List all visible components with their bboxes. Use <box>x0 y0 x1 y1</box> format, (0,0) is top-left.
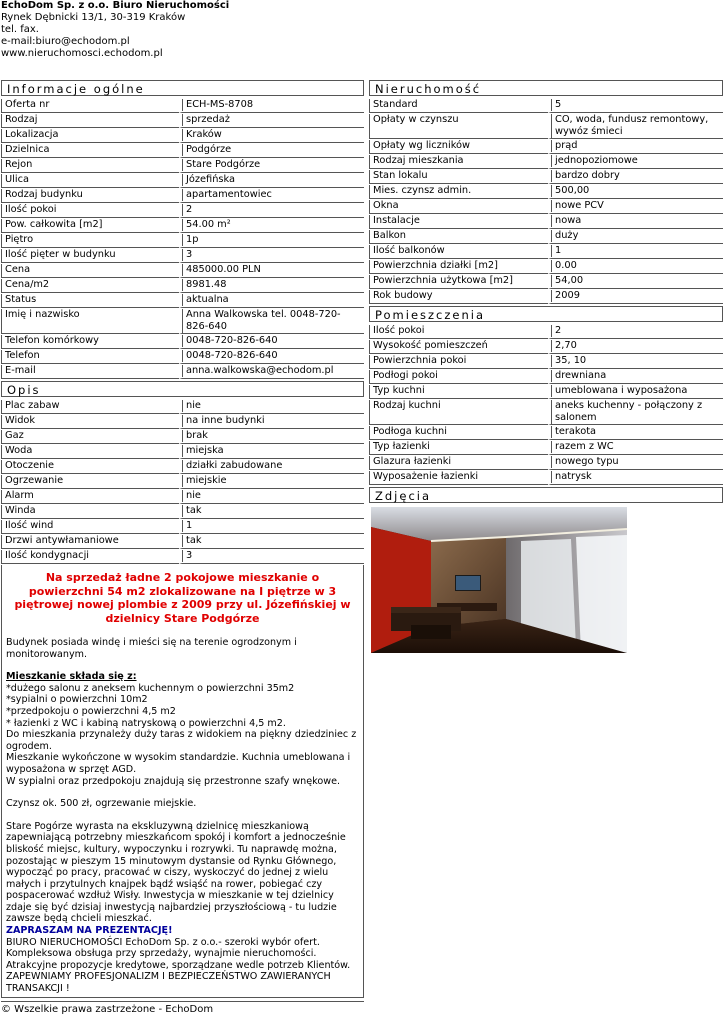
table-row <box>369 99 723 113</box>
desc-rent: Czynsz ok. 500 zł, ogrzewanie miejskie. <box>6 798 197 810</box>
row-key: Rodzaj budynku <box>1 189 179 203</box>
row-key: Opłaty w czynszu <box>369 114 548 139</box>
row-value-text: 2 <box>551 325 721 337</box>
rooms-table <box>369 324 723 486</box>
section-photos-title: Zdjęcia <box>369 487 723 503</box>
row-key: Imię i nazwisko <box>1 309 179 334</box>
row-value <box>548 155 723 169</box>
row-value <box>548 275 723 289</box>
table-row <box>1 490 364 504</box>
row-value <box>179 279 364 293</box>
row-value-text: 54.00 m² <box>182 219 362 231</box>
table-row <box>1 550 364 564</box>
desc-composition-list <box>6 683 359 787</box>
table-row <box>1 294 364 308</box>
row-value <box>179 365 364 379</box>
row-value <box>179 159 364 173</box>
row-value <box>179 129 364 143</box>
row-key: Rodzaj kuchni <box>369 400 548 425</box>
row-value <box>548 140 723 154</box>
row-value-text: 8981.48 <box>182 279 362 291</box>
table-row <box>1 505 364 519</box>
row-key: E-mail <box>1 365 179 379</box>
row-value <box>179 204 364 218</box>
row-value-text: umeblowana i wyposażona <box>551 385 721 397</box>
row-key: Opłaty wg liczników <box>369 140 548 154</box>
row-key: Instalacje <box>369 215 548 229</box>
row-value <box>548 441 723 455</box>
row-value-text: brak <box>182 430 362 442</box>
row-value-text: miejska <box>182 445 362 457</box>
row-value <box>179 430 364 444</box>
row-value <box>179 294 364 308</box>
row-value <box>548 245 723 259</box>
row-key: Wysokość pomieszczeń <box>369 340 548 354</box>
table-row <box>369 290 723 304</box>
property-table <box>369 98 723 305</box>
desc-line: *dużego salonu z aneksem kuchennym o powierzchni 35m2 <box>6 682 295 694</box>
table-row <box>1 535 364 549</box>
row-key: Drzwi antywłamaniowe <box>1 535 179 549</box>
row-value <box>548 370 723 384</box>
row-value <box>548 215 723 229</box>
row-value <box>179 490 364 504</box>
row-key: Cena/m2 <box>1 279 179 293</box>
row-value-text: 0.00 <box>551 260 721 272</box>
row-value-text: sprzedaż <box>182 114 362 126</box>
company-email: e-mail:biuro@echodom.pl <box>1 36 130 47</box>
row-key: Dzielnica <box>1 144 179 158</box>
row-key: Mies. czynsz admin. <box>369 185 548 199</box>
row-value-text: nowe PCV <box>551 200 721 212</box>
table-row <box>1 204 364 218</box>
row-value <box>179 174 364 188</box>
row-key: Powierzchnia działki [m2] <box>369 260 548 274</box>
table-row <box>1 249 364 263</box>
row-value-text: anna.walkowska@echodom.pl <box>182 365 362 377</box>
table-row <box>369 385 723 399</box>
row-value-text: ECH-MS-8708 <box>182 99 362 111</box>
company-address: Rynek Dębnicki 13/1, 30-319 Kraków <box>1 12 186 23</box>
row-value-text: bardzo dobry <box>551 170 721 182</box>
row-value <box>548 426 723 440</box>
row-value-text: 0048-720-826-640 <box>182 350 362 362</box>
row-value <box>179 445 364 459</box>
row-value <box>179 249 364 263</box>
row-value-text: nie <box>182 490 362 502</box>
row-value-text: 3 <box>182 249 362 261</box>
apartment-photo[interactable] <box>371 507 627 653</box>
row-value <box>179 144 364 158</box>
row-key: Wyposażenie łazienki <box>369 471 548 485</box>
table-row <box>1 475 364 489</box>
table-row <box>1 335 364 349</box>
row-key: Podłogi pokoi <box>369 370 548 384</box>
row-value-text: 5 <box>551 99 721 111</box>
table-row <box>369 230 723 244</box>
apartment-photo-image <box>371 507 627 653</box>
row-value <box>548 355 723 369</box>
row-value-text: nie <box>182 400 362 412</box>
row-value-text: 0048-720-826-640 <box>182 335 362 347</box>
table-row <box>369 426 723 440</box>
row-value-text: 35, 10 <box>551 355 721 367</box>
row-key: Telefon komórkowy <box>1 335 179 349</box>
row-key: Widok <box>1 415 179 429</box>
row-value <box>179 535 364 549</box>
table-row <box>369 200 723 214</box>
desc-line: W sypialni oraz przedpokoju znajdują się przestronne szafy wnękowe. <box>6 775 341 787</box>
row-value <box>548 471 723 485</box>
row-value <box>179 264 364 278</box>
row-value-text: CO, woda, fundusz remontowy, wywóz śmieci <box>551 114 721 138</box>
row-value <box>179 114 364 128</box>
footer-copyright: © Wszelkie prawa zastrzeżone - EchoDom <box>1 1004 214 1015</box>
row-value <box>548 260 723 274</box>
row-value-text: aneks kuchenny - połączony z salonem <box>551 400 721 424</box>
table-row <box>369 471 723 485</box>
row-value-text: 54,00 <box>551 275 721 287</box>
desc-line: *sypialni o powierzchni 10m2 <box>6 694 148 706</box>
row-value-text: 2 <box>182 204 362 216</box>
desc-composition-title: Mieszkanie składa się z: <box>6 671 137 683</box>
table-row <box>1 159 364 173</box>
description-box <box>1 565 364 998</box>
table-row <box>369 155 723 169</box>
row-value-text: Józefińska <box>182 174 362 186</box>
row-value-text: Kraków <box>182 129 362 141</box>
row-value <box>179 219 364 233</box>
row-key: Lokalizacja <box>1 129 179 143</box>
desc-line: Do mieszkania przynależy duży taras z widokiem na piękny dziedziniec z ogrodem. <box>6 729 357 752</box>
row-key: Woda <box>1 445 179 459</box>
row-value <box>548 99 723 113</box>
table-row <box>1 234 364 248</box>
row-value-text: 2,70 <box>551 340 721 352</box>
desc-paragraph-area: Stare Pogórze wyrasta na ekskluzywną dzielnicę mieszkaniową zapewniającą potrzebny mieszkańcom spokój i komfort a jednocześnie bliskość miejsc, kultury, wypoczynku i rozrywki. Tu naprawdę można, pozostając w pieszym 15 minutowym dystansie od Rynku Głównego, wypocząć po pracy, pracować w ciszy, wyskoczyć do jednej z wielu małych i przytulnych knajpek bądź wsiąść na rower, pobiegać czy pospacerować wzdłuż Wisły. Inwestycja w mieszkanie w tej dzielnicy zdaje się być dzisiaj inwestycją najbardziej przyszłościową - tu ludzie zawsze będą chcieli mieszkać. <box>6 820 346 925</box>
row-key: Stan lokalu <box>369 170 548 184</box>
row-value-text: 1 <box>182 520 362 532</box>
offer-headline: Na sprzedaż ładne 2 pokojowe mieszkanie o powierzchni 54 m2 zlokalizowane na I piętrze w 3 piętrowej nowej plombie z 2009 przy ul. Józefińskiej w dzielnicy Stare Podgórze <box>14 571 351 625</box>
row-value <box>548 200 723 214</box>
table-row <box>1 279 364 293</box>
row-value <box>179 350 364 364</box>
row-key: Pow. całkowita [m2] <box>1 219 179 233</box>
desc-line: Mieszkanie wykończone w wysokim standardzie. Kuchnia umeblowana i wyposażona w sprzęt AGD. <box>6 752 351 775</box>
company-www: www.nieruchomosci.echodom.pl <box>1 48 163 59</box>
table-row <box>369 275 723 289</box>
row-key: Cena <box>1 264 179 278</box>
row-value <box>548 170 723 184</box>
row-key: Rodzaj mieszkania <box>369 155 548 169</box>
table-row <box>1 400 364 414</box>
row-key: Gaz <box>1 430 179 444</box>
row-value-text: tak <box>182 535 362 547</box>
row-key: Otoczenie <box>1 460 179 474</box>
table-row <box>1 309 364 334</box>
table-row <box>369 325 723 339</box>
row-key: Glazura łazienki <box>369 456 548 470</box>
row-value-text: Stare Podgórze <box>182 159 362 171</box>
section-rooms-title: Pomieszczenia <box>369 306 723 322</box>
row-value-text: miejskie <box>182 475 362 487</box>
row-value <box>548 230 723 244</box>
row-value-text: 3 <box>182 550 362 562</box>
opis-table <box>1 399 364 565</box>
row-value <box>548 385 723 399</box>
row-value-text: 1 <box>551 245 721 257</box>
table-row <box>1 415 364 429</box>
desc-line: * łazienki z WC i kabiną natryskową o powierzchni 4,5 m2. <box>6 717 286 729</box>
table-row <box>369 441 723 455</box>
row-value-text: aktualna <box>182 294 362 306</box>
row-key: Ilość pokoi <box>369 325 548 339</box>
table-row <box>1 365 364 379</box>
table-row <box>1 445 364 459</box>
row-key: Ilość kondygnacji <box>1 550 179 564</box>
row-value <box>179 234 364 248</box>
company-name: EchoDom Sp. z o.o. Biuro Nieruchomości <box>1 0 230 11</box>
table-row <box>1 144 364 158</box>
row-value-text: Podgórze <box>182 144 362 156</box>
row-key: Telefon <box>1 350 179 364</box>
section-general-title: Informacje ogólne <box>1 80 364 96</box>
left-column <box>1 80 364 998</box>
row-value-text: 485000.00 PLN <box>182 264 362 276</box>
table-row <box>1 99 364 113</box>
table-row <box>1 114 364 128</box>
table-row <box>1 430 364 444</box>
row-value-text: tak <box>182 505 362 517</box>
row-value <box>179 99 364 113</box>
row-key: Rok budowy <box>369 290 548 304</box>
row-value-text: na inne budynki <box>182 415 362 427</box>
row-value-text: 2009 <box>551 290 721 302</box>
row-value-text: duży <box>551 230 721 242</box>
row-key: Plac zabaw <box>1 400 179 414</box>
row-value-text: terakota <box>551 426 721 438</box>
row-key: Typ kuchni <box>369 385 548 399</box>
row-value <box>548 340 723 354</box>
table-row <box>1 219 364 233</box>
row-key: Standard <box>369 99 548 113</box>
row-value <box>179 460 364 474</box>
table-row <box>1 189 364 203</box>
company-telfax: tel. fax. <box>1 24 39 35</box>
row-value-text: nowa <box>551 215 721 227</box>
left-bottom-border <box>1 1001 364 1002</box>
row-key: Alarm <box>1 490 179 504</box>
row-key: Status <box>1 294 179 308</box>
row-value <box>179 550 364 564</box>
company-header <box>1 0 229 60</box>
row-key: Powierzchnia pokoi <box>369 355 548 369</box>
row-value <box>548 456 723 470</box>
row-key: Powierzchnia użytkowa [m2] <box>369 275 548 289</box>
row-value-text: drewniana <box>551 370 721 382</box>
table-row <box>369 114 723 139</box>
row-key: Ilość balkonów <box>369 245 548 259</box>
table-row <box>369 456 723 470</box>
row-value <box>179 400 364 414</box>
row-key: Rejon <box>1 159 179 173</box>
row-key: Ilość pokoi <box>1 204 179 218</box>
row-value-text: 500,00 <box>551 185 721 197</box>
row-key: Ilość wind <box>1 520 179 534</box>
row-value <box>548 400 723 425</box>
right-column <box>369 80 723 653</box>
row-value <box>548 114 723 139</box>
desc-paragraph-building: Budynek posiada windę i mieści się na terenie ogrodzonym i monitorowanym. <box>6 637 297 660</box>
row-key: Okna <box>369 200 548 214</box>
row-key: Typ łazienki <box>369 441 548 455</box>
row-value <box>179 335 364 349</box>
row-key: Oferta nr <box>1 99 179 113</box>
table-row <box>1 264 364 278</box>
row-key: Ilość pięter w budynku <box>1 249 179 263</box>
table-row <box>369 260 723 274</box>
desc-invite: ZAPRASZAM NA PREZENTACJĘ! <box>6 925 173 937</box>
row-value <box>179 505 364 519</box>
row-value-text: nowego typu <box>551 456 721 468</box>
row-value-text: Anna Walkowska tel. 0048-720-826-640 <box>182 309 362 333</box>
table-row <box>369 370 723 384</box>
section-property-title: Nieruchomość <box>369 80 723 96</box>
table-row <box>369 170 723 184</box>
row-value-text: natrysk <box>551 471 721 483</box>
table-row <box>369 215 723 229</box>
table-row <box>1 129 364 143</box>
desc-line: *przedpokoju o powierzchni 4,5 m2 <box>6 705 176 717</box>
row-value <box>179 189 364 203</box>
row-key: Balkon <box>369 230 548 244</box>
table-row <box>1 520 364 534</box>
row-key: Ogrzewanie <box>1 475 179 489</box>
section-opis-title: Opis <box>1 381 364 397</box>
row-value-text: 1p <box>182 234 362 246</box>
row-value <box>179 520 364 534</box>
row-key: Winda <box>1 505 179 519</box>
row-value <box>548 325 723 339</box>
row-value-text: jednopoziomowe <box>551 155 721 167</box>
general-table <box>1 98 364 380</box>
row-value-text: prąd <box>551 140 721 152</box>
row-value <box>179 475 364 489</box>
row-value-text: razem z WC <box>551 441 721 453</box>
table-row <box>1 460 364 474</box>
table-row <box>1 350 364 364</box>
row-key: Ulica <box>1 174 179 188</box>
row-value <box>179 415 364 429</box>
table-row <box>369 355 723 369</box>
row-value <box>179 309 364 334</box>
table-row <box>369 185 723 199</box>
desc-agency: BIURO NIERUCHOMOŚCI EchoDom Sp. z o.o.- szeroki wybór ofert. Kompleksowa obsługa przy sprzedaży, wynajmie nieruchomości. Atrakcyjne propozycje kredytowe, sporządzane wedle potrzeb Klientów. ZAPEWNIAMY PROFESJONALIZM I BEZPIECZEŃSTWO ZAWIERANYCH TRANSAKCJI ! <box>6 936 351 995</box>
row-key: Podłoga kuchni <box>369 426 548 440</box>
row-key: Piętro <box>1 234 179 248</box>
table-row <box>369 400 723 425</box>
row-value <box>548 290 723 304</box>
row-value-text: działki zabudowane <box>182 460 362 472</box>
row-key: Rodzaj <box>1 114 179 128</box>
row-value <box>548 185 723 199</box>
table-row <box>369 340 723 354</box>
table-row <box>369 245 723 259</box>
table-row <box>1 174 364 188</box>
row-value-text: apartamentowiec <box>182 189 362 201</box>
table-row <box>369 140 723 154</box>
